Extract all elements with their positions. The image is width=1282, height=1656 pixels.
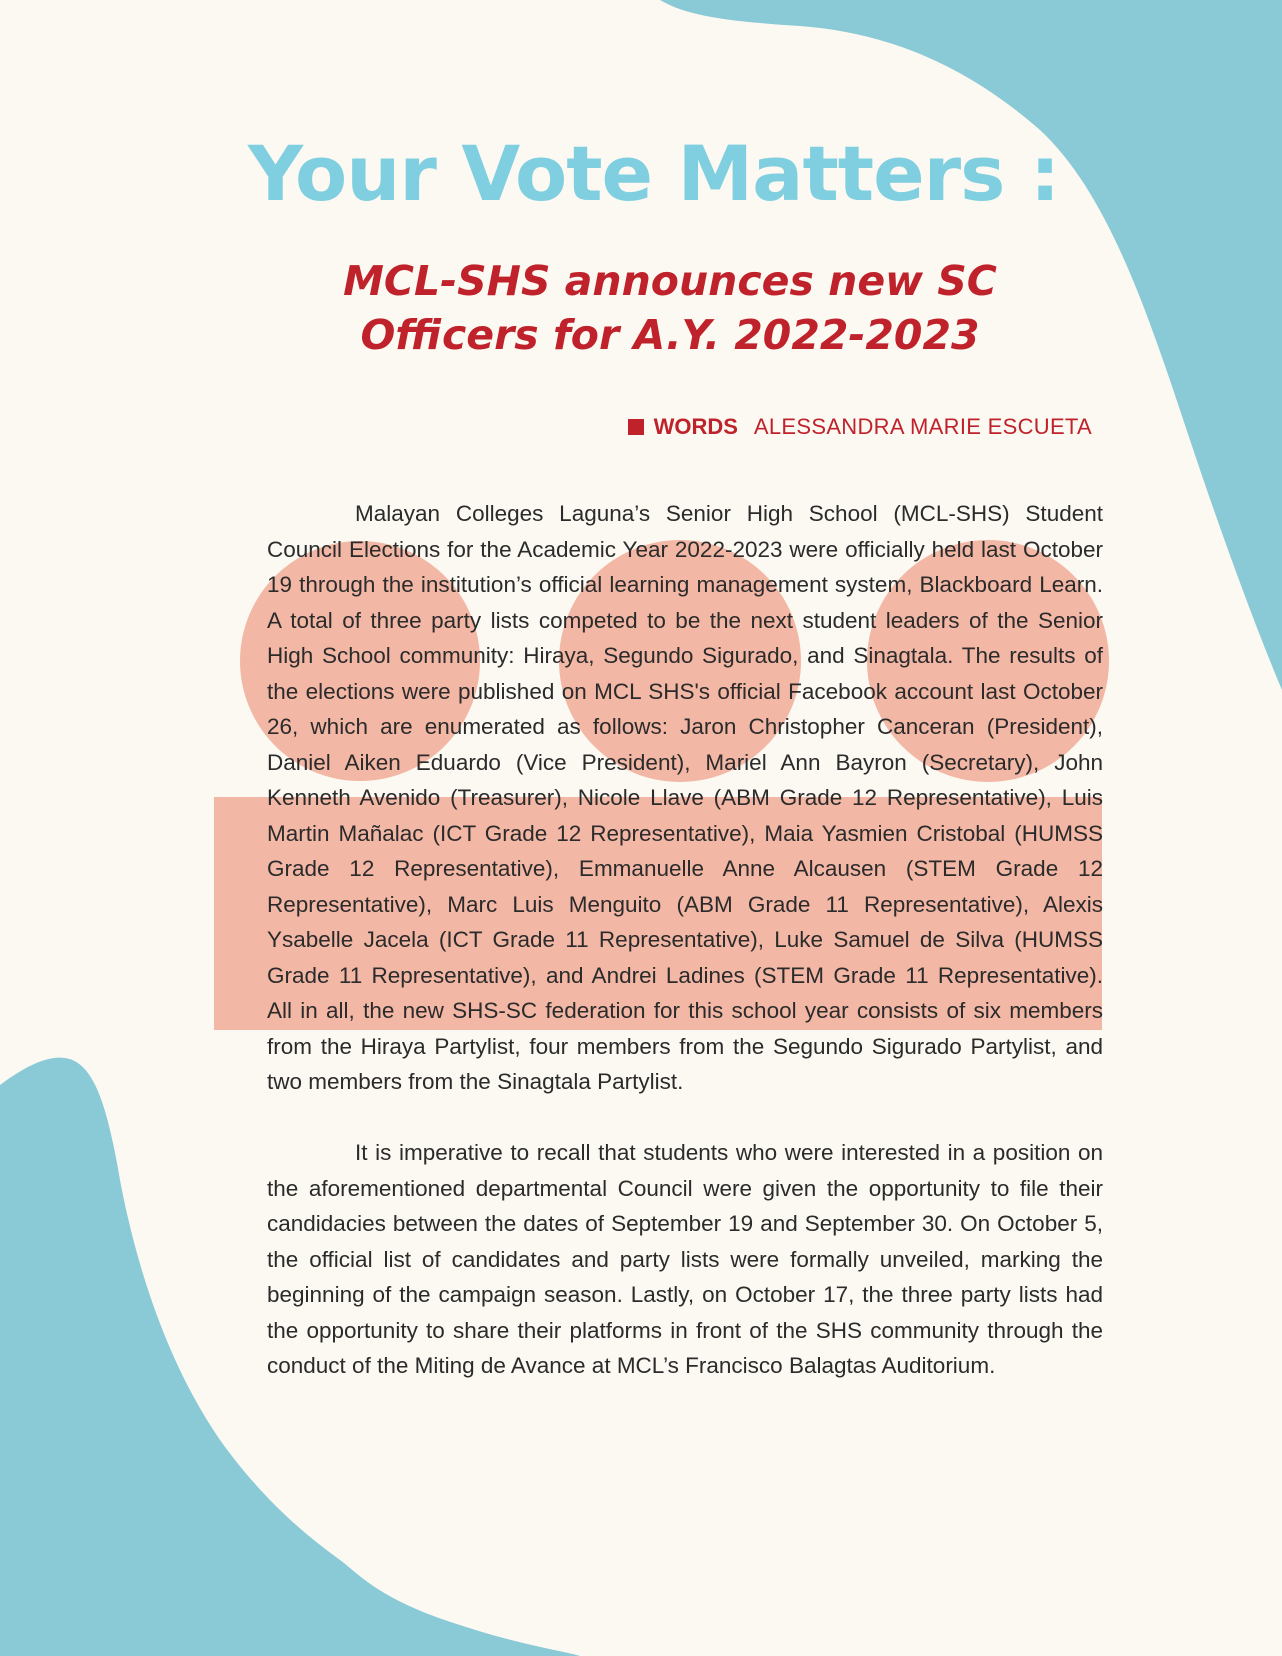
byline-label: WORDS	[653, 414, 738, 439]
byline	[628, 414, 1092, 440]
headline: Your Vote Matters :	[248, 129, 1060, 218]
article-body	[267, 496, 1103, 1384]
article-paragraph-1: Malayan Colleges Laguna’s Senior High School (MCL-SHS) Student Council Elections for the Academic Year 2022-2023 were officially held last October 19 through the institution’s official learning management system, Blackboard Learn. A total of three party lists competed to be the next student leaders of the Senior High School community: Hiraya, Segundo Sigurado, and Sinagtala. The results of the elections were published on MCL SHS's official Facebook account last October 26, which are enumerated as follows: Jaron Christopher Canceran (President), Daniel Aiken Eduardo (Vice President), Mariel Ann Bayron (Secretary), John Kenneth Avenido (Treasurer), Nicole Llave (ABM Grade 12 Representative), Luis Martin Mañalac (ICT Grade 12 Representative), Maia Yasmien Cristobal (HUMSS Grade 12 Representative), Emmanuelle Anne Alcausen (STEM Grade 12 Representative), Marc Luis Menguito (ABM Grade 11 Representative), Alexis Ysabelle Jacela (ICT Grade 11 Representative), Luke Samuel de Silva (HUMSS Grade 11 Representative), and Andrei Ladines (STEM Grade 11 Representative). All in all, the new SHS-SC federation for this school year consists of six members from the Hiraya Partylist, four members from the Segundo Sigurado Partylist, and two members from the Sinagtala Partylist.	[267, 501, 1103, 1094]
byline-square-marker	[628, 419, 644, 435]
subheadline-line-1: MCL-SHS announces new SC	[343, 257, 997, 305]
subheadline	[300, 254, 1040, 362]
article-paragraph-2: It is imperative to recall that students who were interested in a position on the aforementioned departmental Council were given the opportunity to file their candidacies between the dates of September 19 and September 30. On October 5, the official list of candidates and party lists were formally unveiled, marking the beginning of the campaign season. Lastly, on October 17, the three party lists had the opportunity to share their platforms in front of the SHS community through the conduct of the Miting de Avance at MCL’s Francisco Balagtas Auditorium.	[267, 1140, 1103, 1378]
byline-author: ALESSANDRA MARIE ESCUETA	[753, 414, 1092, 439]
subheadline-line-2: Officers for A.Y. 2022-2023	[360, 311, 980, 359]
